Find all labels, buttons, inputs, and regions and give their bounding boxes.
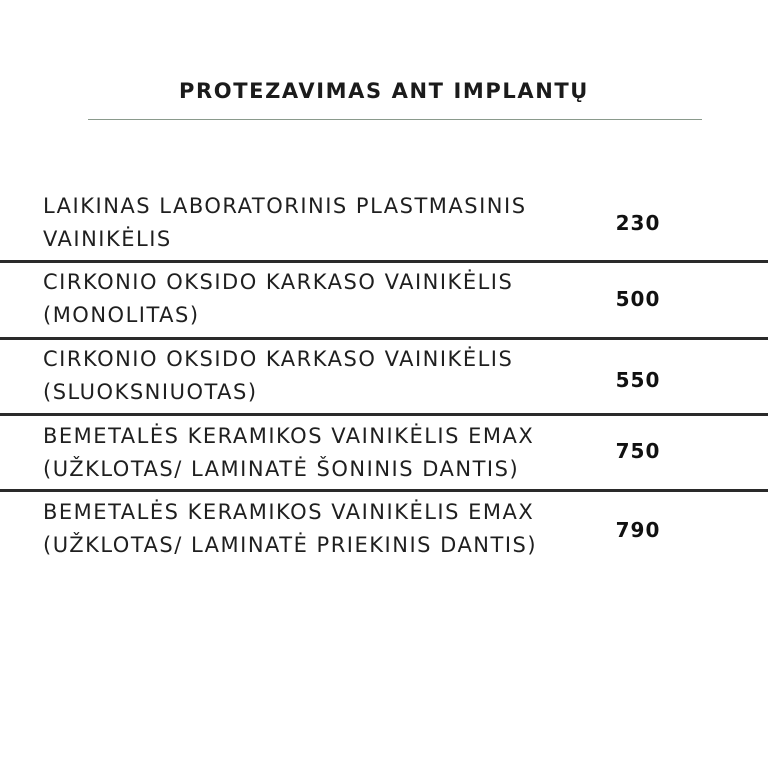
item-name-line2: (UŽKLOTAS/ LAMINATĖ PRIEKINIS DANTIS) bbox=[43, 533, 538, 557]
price-value: 750 bbox=[615, 439, 661, 463]
item-name-line2: (MONOLITAS) bbox=[43, 303, 200, 327]
title-underline bbox=[88, 119, 702, 120]
price-value: 790 bbox=[615, 518, 661, 542]
item-name-line1: CIRKONIO OKSIDO KARKASO VAINIKĖLIS bbox=[43, 270, 514, 294]
item-name-line1: BEMETALĖS KERAMIKOS VAINIKĖLIS EMAX bbox=[43, 424, 535, 448]
item-name-line2: (UŽKLOTAS/ LAMINATĖ ŠONINIS DANTIS) bbox=[43, 457, 520, 481]
price-value: 550 bbox=[615, 368, 661, 392]
page-title: PROTEZAVIMAS ANT IMPLANTŲ bbox=[179, 79, 589, 103]
item-name-line1: CIRKONIO OKSIDO KARKASO VAINIKĖLIS bbox=[43, 347, 514, 371]
price-item-name bbox=[43, 343, 583, 409]
row-divider bbox=[0, 413, 768, 416]
row-divider bbox=[0, 337, 768, 340]
price-item-name bbox=[43, 190, 583, 256]
item-name-line1: BEMETALĖS KERAMIKOS VAINIKĖLIS EMAX bbox=[43, 500, 535, 524]
row-divider bbox=[0, 260, 768, 263]
item-name-line2: (SLUOKSNIUOTAS) bbox=[43, 380, 258, 404]
item-name-line1: LAIKINAS LABORATORINIS PLASTMASINIS bbox=[43, 194, 527, 218]
row-divider bbox=[0, 489, 768, 492]
item-name-line2: VAINIKĖLIS bbox=[43, 227, 172, 251]
price-item-name bbox=[43, 420, 583, 486]
price-item-name bbox=[43, 496, 583, 562]
price-item-name bbox=[43, 266, 583, 332]
price-value: 500 bbox=[615, 287, 661, 311]
price-value: 230 bbox=[615, 211, 661, 235]
